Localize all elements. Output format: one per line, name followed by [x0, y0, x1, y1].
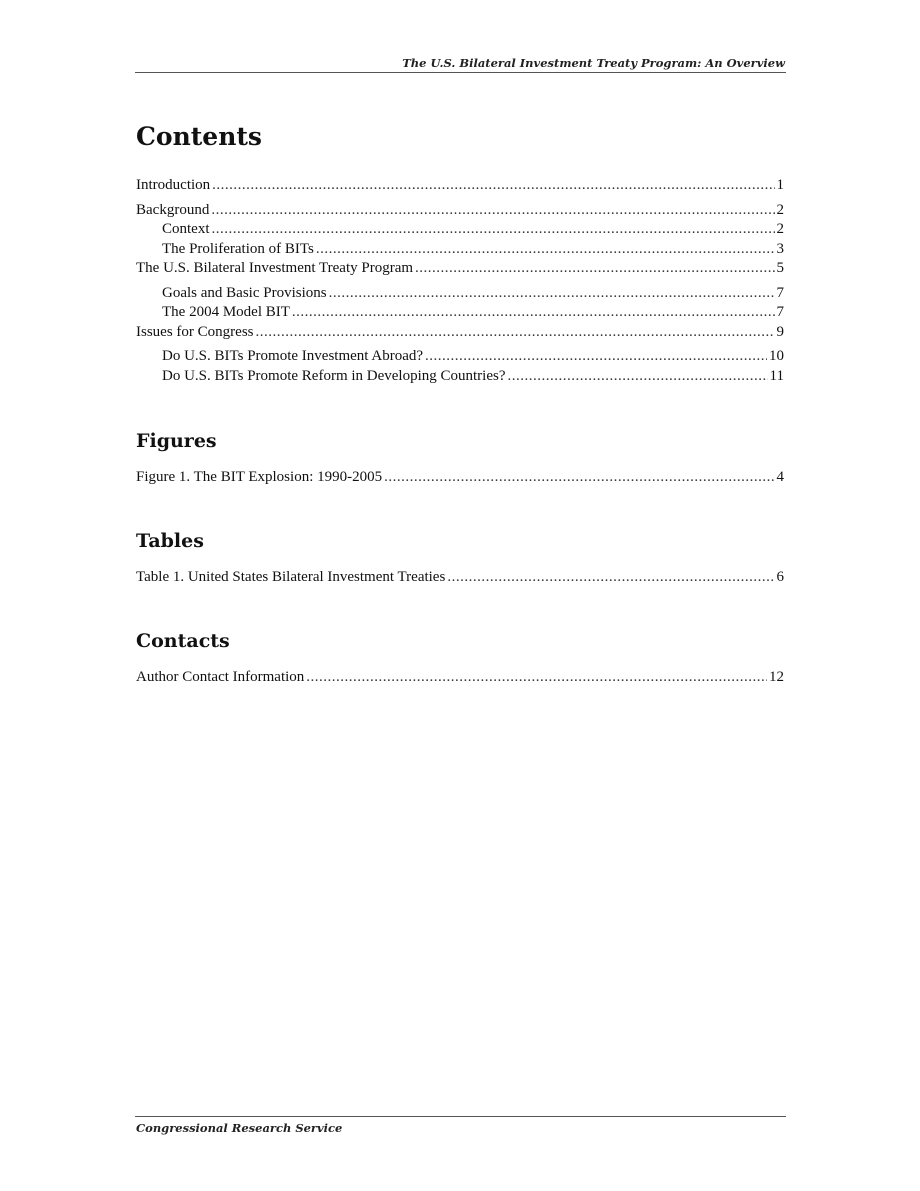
toc-entry-label: Background	[136, 201, 210, 218]
toc-subentry[interactable]	[136, 221, 784, 241]
toc-entry-page: 2	[776, 201, 784, 218]
toc-entry-label: Do U.S. BITs Promote Reform in Developing Countries?	[162, 367, 506, 384]
toc-subentry[interactable]	[136, 285, 784, 305]
toc-subentry[interactable]	[136, 241, 784, 261]
running-header: The U.S. Bilateral Investment Treaty Program: An Overview	[402, 56, 785, 70]
toc-entry-label: Context	[162, 221, 210, 237]
leader-dots	[212, 177, 774, 194]
leader-dots	[316, 241, 775, 258]
contacts-heading: Contacts	[136, 630, 230, 652]
leader-dots	[415, 260, 774, 277]
figures-heading: Figures	[136, 430, 217, 452]
leader-dots	[306, 669, 767, 686]
toc-entry-page: 12	[769, 669, 784, 685]
toc-subentry[interactable]	[136, 368, 784, 388]
toc-subentry[interactable]	[136, 348, 784, 368]
header-rule	[135, 72, 786, 73]
contacts-list	[136, 669, 784, 689]
leader-dots	[425, 348, 767, 365]
toc-entry-page: 3	[776, 240, 784, 257]
contents-list	[136, 177, 784, 387]
toc-entry-label: Table 1. United States Bilateral Investment Treaties	[136, 569, 446, 585]
toc-entry-label: Author Contact Information	[136, 669, 305, 685]
contents-heading: Contents	[136, 122, 263, 151]
footer-rule	[135, 1116, 786, 1117]
toc-entry-page: 7	[776, 284, 784, 301]
toc-entry[interactable]	[136, 669, 784, 689]
toc-entry[interactable]	[136, 469, 784, 489]
toc-entry-page: 7	[776, 304, 784, 320]
toc-entry-page: 4	[776, 469, 784, 485]
toc-entry-label: The 2004 Model BIT	[162, 304, 290, 320]
toc-entry-label: Issues for Congress	[136, 323, 254, 340]
toc-entry-page: 9	[776, 323, 784, 340]
toc-entry-page: 10	[769, 348, 784, 364]
toc-subentry[interactable]	[136, 304, 784, 324]
toc-entry-label: Do U.S. BITs Promote Investment Abroad?	[162, 348, 424, 364]
toc-entry-page: 6	[776, 569, 784, 585]
toc-entry[interactable]	[136, 177, 784, 197]
toc-entry-label: Figure 1. The BIT Explosion: 1990-2005	[136, 469, 383, 485]
toc-entry[interactable]	[136, 202, 784, 222]
toc-entry-label: Introduction	[136, 177, 211, 193]
tables-list	[136, 569, 784, 589]
tables-heading: Tables	[136, 530, 204, 552]
figures-list	[136, 469, 784, 489]
toc-entry-page: 2	[776, 221, 784, 237]
toc-entry[interactable]	[136, 260, 784, 280]
running-footer: Congressional Research Service	[136, 1121, 343, 1135]
leader-dots	[292, 304, 775, 321]
toc-entry[interactable]	[136, 324, 784, 344]
toc-entry-page: 1	[776, 177, 784, 193]
leader-dots	[212, 221, 775, 238]
toc-entry-page: 5	[776, 260, 784, 276]
leader-dots	[256, 324, 775, 341]
toc-entry-label: The Proliferation of BITs	[162, 240, 314, 257]
leader-dots	[447, 569, 774, 586]
toc-entry[interactable]	[136, 569, 784, 589]
leader-dots	[211, 202, 774, 219]
leader-dots	[508, 368, 768, 385]
leader-dots	[329, 285, 775, 302]
toc-entry-page: 11	[769, 367, 784, 384]
toc-entry-label: Goals and Basic Provisions	[162, 284, 327, 301]
leader-dots	[384, 469, 774, 486]
toc-entry-label: The U.S. Bilateral Investment Treaty Program	[136, 260, 414, 276]
